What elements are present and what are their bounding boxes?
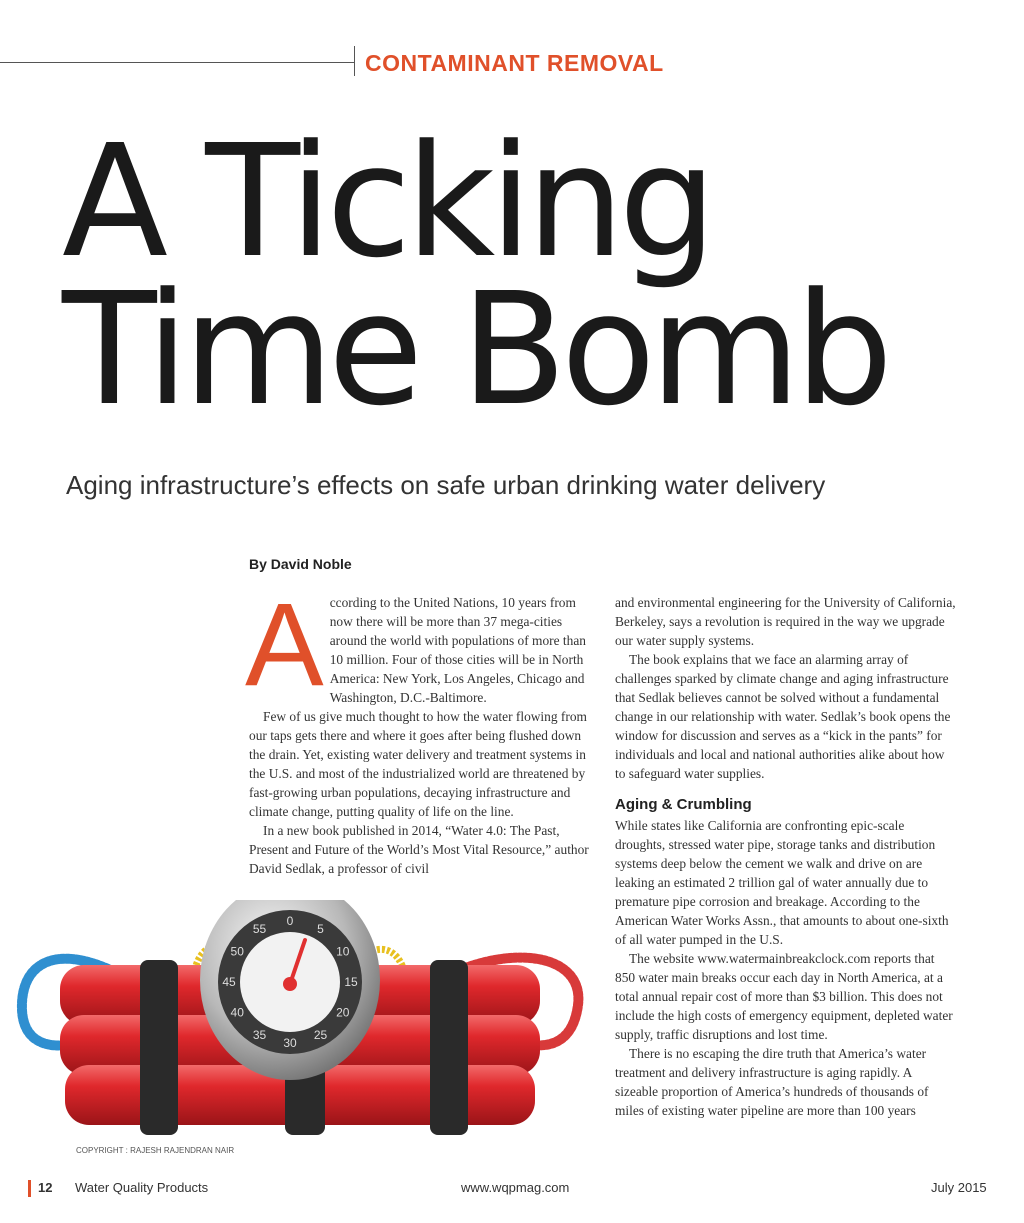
paragraph: and environmental engineering for the University of California, Berkeley, says a revolution is required in the way we upgrade our water supply systems. xyxy=(615,595,956,648)
dial-number: 20 xyxy=(336,1005,350,1020)
paragraph: Few of us give much thought to how the water flowing from our taps gets there and where it goes after being flushed down the drain. Yet, existing water delivery and treatment systems in the U.S. and most of the industrialized world are threatened by fast-growing urban populations, decaying infrastructure and climate change, putting quality of life on the line. xyxy=(249,709,587,819)
dial-number: 40 xyxy=(230,1005,244,1020)
page-number-marker xyxy=(28,1180,31,1197)
dial-number: 0 xyxy=(286,914,294,928)
dial-number: 55 xyxy=(252,922,267,937)
paragraph-text: ccording to the United Nations, 10 years from now there will be more than 37 mega-cities around the world with populations of more than 10 million. Four of those cities will be in North America: New York, Los Angeles, Chicago and Washington, D.C.-Baltimore. xyxy=(329,595,586,705)
issue-date: July 2015 xyxy=(931,1180,987,1195)
dial-number: 35 xyxy=(252,1027,267,1042)
dial-number: 45 xyxy=(222,975,236,989)
dial-number: 25 xyxy=(313,1027,328,1042)
page-number: 12 xyxy=(38,1180,53,1195)
drop-cap: A xyxy=(245,579,324,711)
article-subtitle: Aging infrastructure’s effects on safe urban drinking water delivery xyxy=(66,470,826,500)
dial-number: 15 xyxy=(344,975,358,989)
magazine-url: www.wqpmag.com xyxy=(461,1180,570,1195)
paragraph: The website www.watermainbreakclock.com reports that 850 water main breaks occur each day in North America, at a total annual repair cost of more than $3 billion. This does not include the high costs of emergency equipment, depleted water supply, traffic disruptions and lost time. xyxy=(615,951,953,1042)
time-bomb-illustration xyxy=(0,900,600,1165)
column-1 xyxy=(245,579,589,878)
dial-number: 30 xyxy=(283,1036,297,1050)
header-rule xyxy=(0,62,354,63)
paragraph: The book explains that we face an alarming array of challenges sparked by climate change and aging infrastructure that Sedlak believes cannot be solved without a fundamental change in our relationship with water. Sedlak’s book opens the window for discussion and serves as a “kick in the pants” for individuals and local and national authorities alike about how to safeguard water supplies. xyxy=(615,652,951,781)
paragraph: There is no escaping the dire truth that America’s water treatment and delivery infrastructure is aging rapidly. A sizeable proportion of America’s hundreds of thousands of miles of existing water pipeline are more than 100 years xyxy=(615,1046,929,1118)
dial-number: 5 xyxy=(317,922,324,937)
paragraph: While states like California are confronting epic-scale droughts, stressed water pipe, storage tanks and distribution systems deep below the cement we walk and drive on are leaking an estimated 2 trillion gal of water annually due to premature pipe corrosion and breakage. According to the American Water Works Assn., that amounts to about one-sixth of all water pumped in the U.S. xyxy=(615,818,949,947)
section-label: CONTAMINANT REMOVAL xyxy=(365,50,664,76)
tape-band-left xyxy=(140,960,178,1135)
title-line-1: A Ticking xyxy=(62,111,711,292)
header-divider xyxy=(354,46,355,76)
article-title xyxy=(62,111,888,440)
magazine-name: Water Quality Products xyxy=(75,1180,209,1195)
byline: By David Noble xyxy=(249,556,352,572)
paragraph: In a new book published in 2014, “Water 4.0: The Past, Present and Future of the World’s Most Vital Resource,” author David Sedlak, a professor of civil xyxy=(249,823,589,876)
photo-credit: COPYRIGHT : RAJESH RAJENDRAN NAIR xyxy=(76,1146,235,1155)
tape-band-right xyxy=(430,960,468,1135)
section-heading: Aging & Crumbling xyxy=(615,796,752,813)
dial-number: 10 xyxy=(336,944,350,959)
paragraph xyxy=(245,579,589,711)
dial-number: 50 xyxy=(230,944,244,959)
column-2 xyxy=(615,593,957,1120)
title-line-2: Time Bomb xyxy=(62,259,888,440)
